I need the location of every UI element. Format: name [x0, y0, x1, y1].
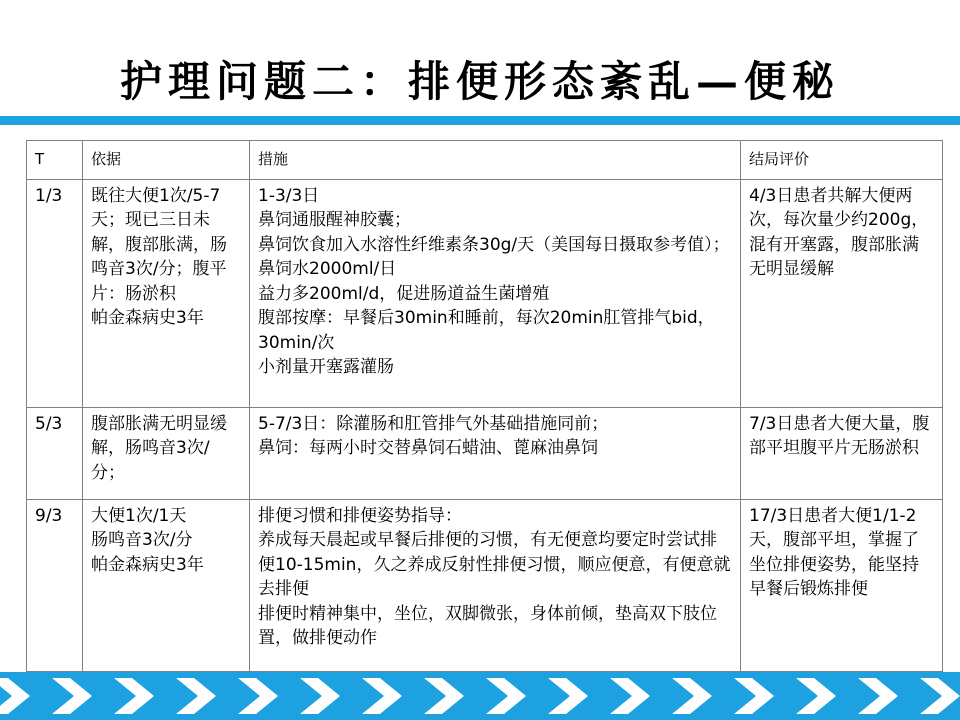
row-date: 9/3: [27, 499, 83, 671]
header-outcome: 结局评价: [741, 141, 943, 180]
header-measures: 措施: [250, 141, 741, 180]
row-basis: 大便1次/1天 肠鸣音3次/分 帕金森病史3年: [83, 499, 250, 671]
table-row: [27, 407, 943, 499]
table-row: [27, 499, 943, 671]
page-title: 护理问题二：排便形态紊乱—便秘: [119, 57, 840, 106]
row-measures: 1-3/3日 鼻饲通服醒神胶囊； 鼻饲饮食加入水溶性纤维素条30g/天（美国每日摄取参考值）；鼻饲水2000ml/日 益力多200ml/d，促进肠道益生菌增殖 腹部按摩：早餐后30min和睡前，每次20min肛管排气bid，30min/次 小剂量开塞露灌肠: [250, 179, 741, 407]
row-basis: 腹部胀满无明显缓解，肠鸣音3次/分；: [83, 407, 250, 499]
nursing-plan-table: [26, 140, 943, 672]
table-header-row: [27, 141, 943, 180]
chevron-stripe-decoration: [0, 672, 960, 720]
row-date: 1/3: [27, 179, 83, 407]
header-basis: 依据: [83, 141, 250, 180]
table-row: [27, 179, 943, 407]
bottom-stripe-band: [0, 672, 960, 720]
row-outcome: 7/3日患者大便大量，腹部平坦腹平片无肠淤积: [741, 407, 943, 499]
row-outcome: 4/3日患者共解大便两次，每次量少约200g，混有开塞露，腹部胀满无明显缓解: [741, 179, 943, 407]
row-measures: 排便习惯和排便姿势指导： 养成每天晨起或早餐后排便的习惯，有无便意均要定时尝试排便10-15min，久之养成反射性排便习惯，顺应便意，有便意就去排便 排便时精神集中，坐位，双脚微张，身体前倾，垫高双下肢位置，做排便动作: [250, 499, 741, 671]
row-outcome: 17/3日患者大便1/1-2天，腹部平坦，掌握了坐位排便姿势，能坚持早餐后锻炼排便: [741, 499, 943, 671]
row-measures: 5-7/3日：除灌肠和肛管排气外基础措施同前； 鼻饲：每两小时交替鼻饲石蜡油、蓖麻油鼻饲: [250, 407, 741, 499]
title-underline-bar: [0, 116, 960, 125]
row-basis: 既往大便1次/5-7天；现已三日未解，腹部胀满，肠鸣音3次/分；腹平片：肠淤积 帕金森病史3年: [83, 179, 250, 407]
header-t: T: [27, 141, 83, 180]
row-date: 5/3: [27, 407, 83, 499]
